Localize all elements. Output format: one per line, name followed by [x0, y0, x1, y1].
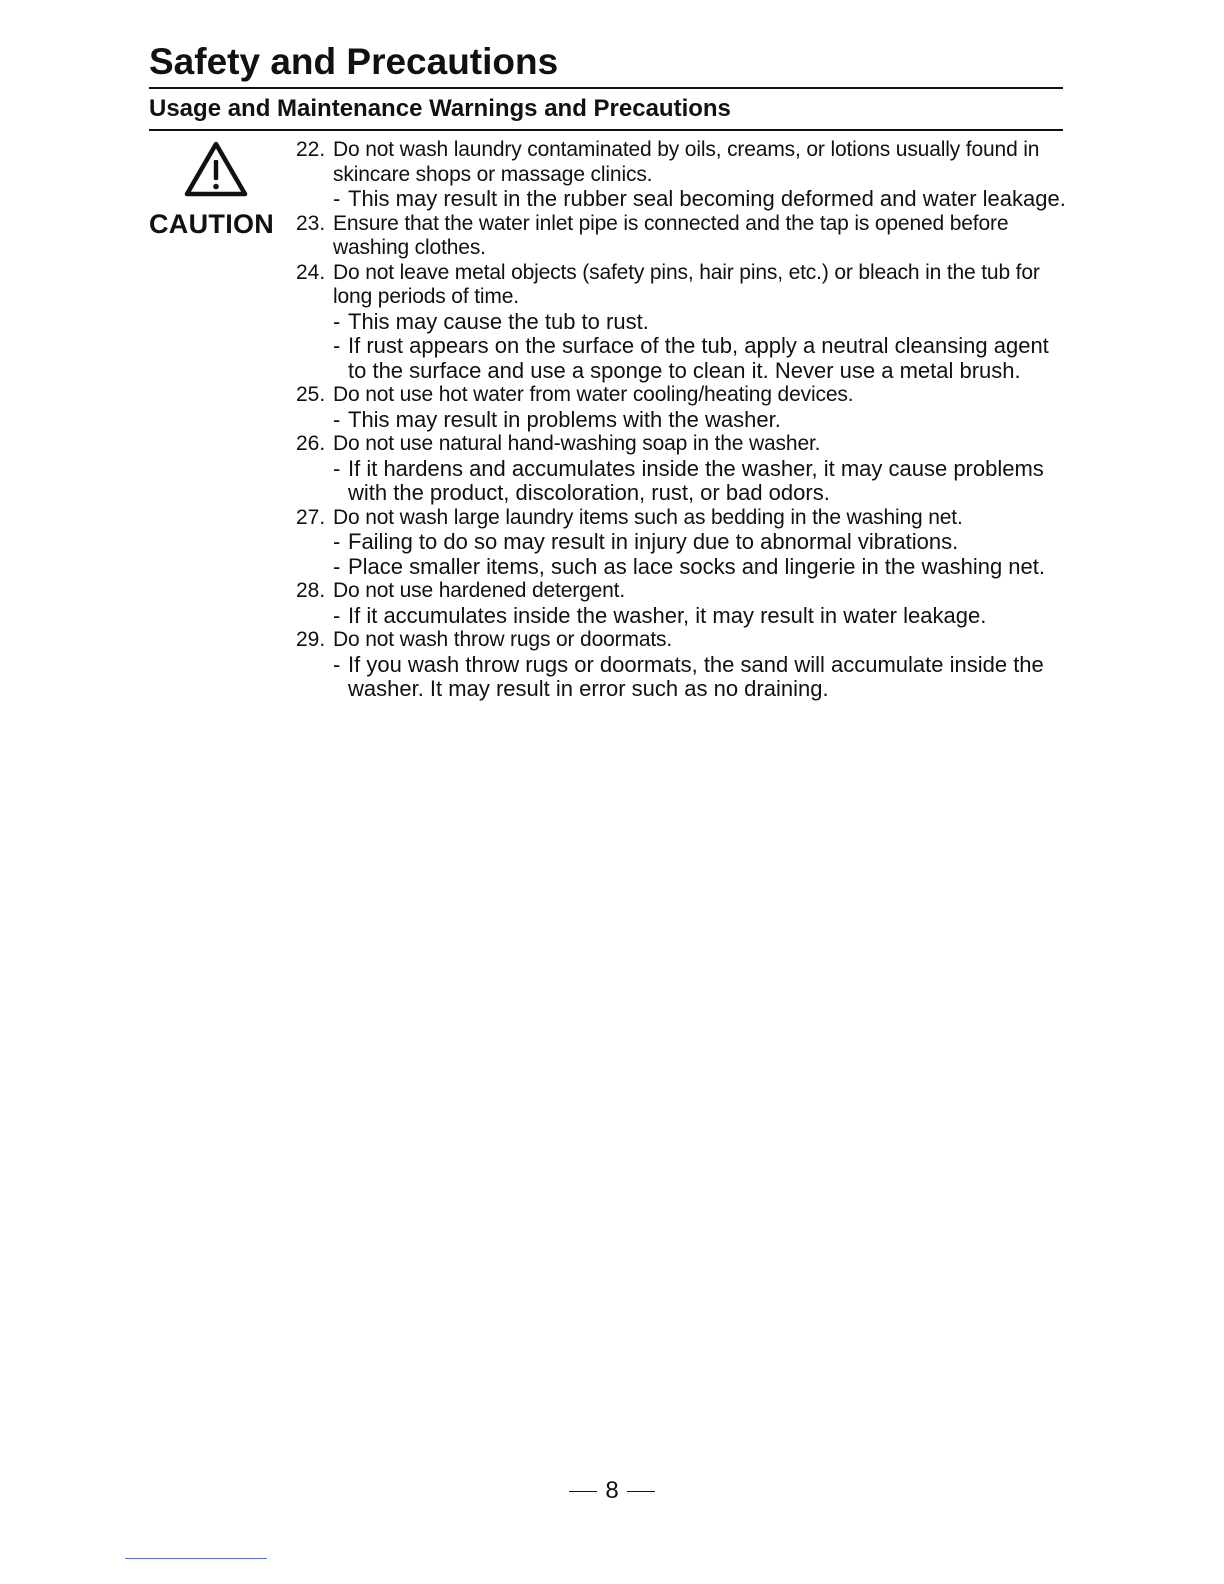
note-dash: - — [333, 186, 341, 211]
note-dash: - — [333, 651, 341, 677]
precaution-item — [296, 212, 1071, 261]
note-text: If it hardens and accumulates inside the washer, it may cause problems with the product, discoloration, rust, or bad odors. — [348, 455, 1044, 505]
page-number-dash — [569, 1491, 597, 1492]
item-notes — [333, 653, 1071, 702]
item-text: Do not use hardened detergent. — [333, 579, 626, 602]
page-number-value: 8 — [605, 1477, 619, 1504]
note-text: Failing to do so may result in injury due to abnormal vibrations. — [348, 529, 959, 554]
precaution-item — [296, 506, 1071, 580]
item-note — [333, 604, 1071, 629]
item-number: 26. — [296, 432, 326, 455]
item-note — [333, 555, 1071, 580]
item-text: Do not use natural hand-washing soap in the washer. — [333, 432, 821, 455]
item-text: Do not wash throw rugs or doormats. — [333, 628, 673, 651]
item-text: Do not use hot water from water cooling/heating devices. — [333, 383, 854, 406]
note-text: If rust appears on the surface of the tub, apply a neutral cleansing agent to the surface and use a sponge to clean it. Never use a metal brush. — [348, 333, 1049, 383]
note-dash: - — [333, 602, 341, 628]
precaution-list — [296, 138, 1071, 702]
note-dash: - — [333, 553, 341, 579]
note-dash: - — [333, 406, 341, 432]
footer-link-underline — [125, 1558, 267, 1559]
item-notes — [333, 187, 1071, 212]
item-notes — [333, 310, 1071, 384]
item-note — [333, 653, 1071, 702]
item-note — [333, 334, 1071, 383]
item-number: 27. — [296, 505, 326, 529]
item-note — [333, 187, 1071, 212]
precaution-item — [296, 383, 1071, 432]
note-dash: - — [333, 308, 341, 334]
item-note — [333, 530, 1071, 555]
section-title: Usage and Maintenance Warnings and Precautions — [149, 95, 731, 122]
item-note — [333, 408, 1071, 433]
item-text: Do not leave metal objects (safety pins, hair pins, etc.) or bleach in the tub for long periods of time. — [333, 260, 1040, 308]
item-number: 28. — [296, 579, 326, 602]
item-number: 24. — [296, 260, 326, 284]
item-notes — [333, 604, 1071, 629]
note-dash: - — [333, 455, 341, 481]
note-text: This may cause the tub to rust. — [348, 308, 649, 334]
section-divider — [149, 129, 1063, 131]
item-notes — [333, 457, 1071, 506]
item-notes — [333, 530, 1071, 579]
title-divider — [149, 87, 1063, 89]
item-note — [333, 310, 1071, 335]
caution-label: CAUTION — [149, 209, 275, 239]
warning-triangle-icon — [184, 140, 248, 198]
precaution-item — [296, 138, 1071, 212]
note-text: If it accumulates inside the washer, it may result in water leakage. — [348, 602, 987, 628]
item-notes — [333, 408, 1071, 433]
note-dash: - — [333, 333, 341, 358]
item-number: 23. — [296, 211, 326, 235]
precaution-item — [296, 579, 1071, 628]
precaution-item — [296, 628, 1071, 702]
item-text: Ensure that the water inlet pipe is connected and the tap is opened before washing clothes. — [333, 211, 1009, 259]
precaution-item — [296, 261, 1071, 384]
note-text: Place smaller items, such as lace socks and lingerie in the washing net. — [348, 553, 1046, 579]
item-text: Do not wash large laundry items such as bedding in the washing net. — [333, 505, 963, 529]
note-text: This may result in the rubber seal becoming deformed and water leakage. — [348, 186, 1066, 211]
item-note — [333, 457, 1071, 506]
item-text: Do not wash laundry contaminated by oils, creams, or lotions usually found in skincare shops or massage clinics. — [333, 138, 1040, 186]
item-number: 25. — [296, 383, 326, 406]
page-number-dash — [627, 1491, 655, 1492]
page-title: Safety and Precautions — [149, 41, 559, 82]
note-text: If you wash throw rugs or doormats, the sand will accumulate inside the washer. It may result in error such as no draining. — [348, 651, 1044, 701]
note-text: This may result in problems with the washer. — [348, 406, 781, 432]
precaution-item — [296, 432, 1071, 506]
item-number: 29. — [296, 628, 326, 651]
item-number: 22. — [296, 138, 326, 161]
page-number — [0, 1476, 1224, 1506]
note-dash: - — [333, 529, 341, 554]
